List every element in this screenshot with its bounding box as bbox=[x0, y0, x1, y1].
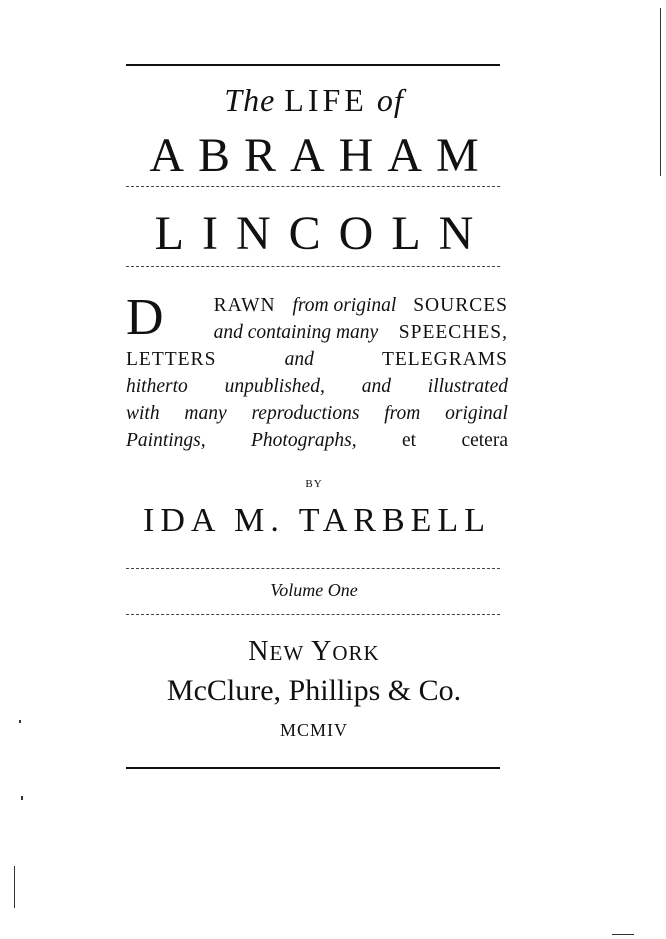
volume-divider-top bbox=[126, 568, 500, 569]
author-name: IDA M. TARBELL bbox=[143, 502, 491, 539]
title-life: LIFE bbox=[284, 82, 368, 118]
volume-divider-bottom bbox=[126, 614, 500, 615]
scan-speck bbox=[19, 720, 21, 723]
description-line-6: Paintings, Photographs, et cetera bbox=[126, 430, 508, 451]
imprint-year: MCMIV bbox=[279, 720, 348, 740]
bottom-rule bbox=[126, 767, 500, 769]
imprint-city: NEW YORK bbox=[248, 636, 380, 667]
title-of: of bbox=[376, 82, 404, 118]
title-line-1 bbox=[124, 82, 504, 119]
imprint-publisher: McClure, Phillips & Co. bbox=[166, 674, 462, 707]
title-the: The bbox=[224, 82, 276, 118]
description bbox=[126, 289, 508, 454]
description-line-4: hitherto unpublished, and illustrated bbox=[126, 376, 508, 397]
top-rule bbox=[126, 64, 500, 66]
description-line-5: with many reproductions from original bbox=[126, 403, 508, 424]
volume-label: Volume One bbox=[270, 580, 358, 600]
title-divider-2 bbox=[126, 266, 500, 267]
scan-edge-mark bbox=[660, 8, 661, 176]
scan-speck bbox=[21, 796, 23, 800]
description-line-1: RAWN from original SOURCES bbox=[213, 295, 508, 316]
scan-edge-mark bbox=[14, 866, 15, 908]
description-line-2: and containing many SPEECHES, bbox=[213, 322, 508, 343]
drop-cap: D bbox=[126, 289, 164, 346]
title-divider-1 bbox=[126, 186, 500, 187]
description-line-3: LETTERS and TELEGRAMS bbox=[126, 349, 508, 370]
by-label: BY bbox=[305, 478, 323, 490]
title-last-name: LINCOLN bbox=[154, 207, 492, 260]
title-first-name: ABRAHAM bbox=[149, 129, 493, 182]
scan-edge-mark bbox=[612, 934, 634, 935]
